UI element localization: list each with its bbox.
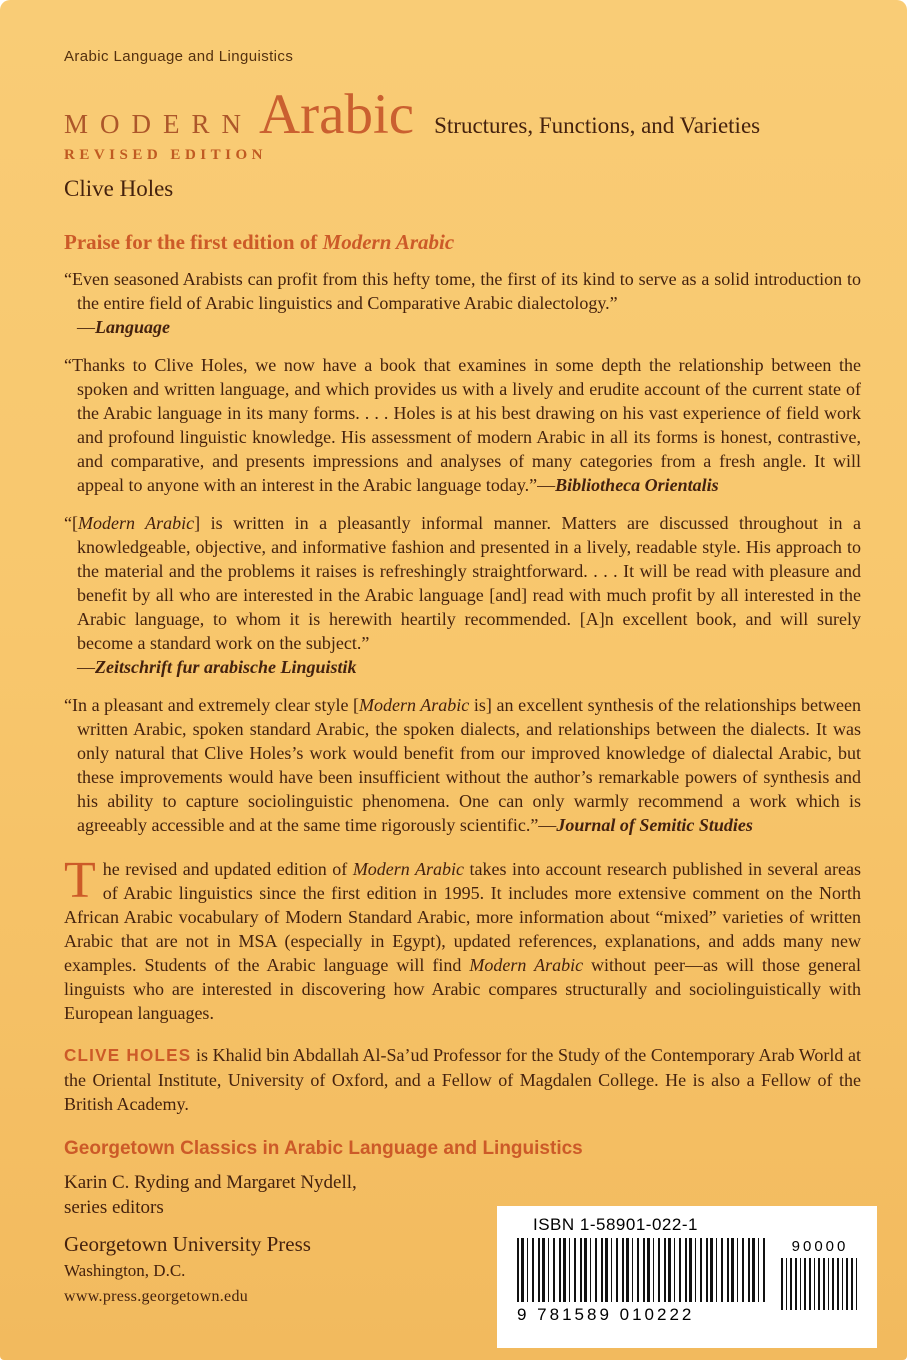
series-label: Arabic Language and Linguistics <box>64 48 294 65</box>
barcode-bars <box>517 1238 767 1302</box>
praise-quote: “Thanks to Clive Holes, we now have a book that examines in some depth the relationship between the spoken and written language, and which provides us with a lively and erudite account of the current state of the Arabic language in its many forms. . . . Holes is at his best drawing on his vast experience of field work and profound linguistic knowledge. His assessment of modern Arabic in all its forms is honest, contrastive, and comparative, and presents impressions and analyses of many categories from a fresh angle. It will appeal to anyone with an interest in the Arabic language today.”—Bibliotheca Orientalis <box>64 355 861 495</box>
supplement-digits: 90000 <box>791 1238 849 1255</box>
isbn-label: ISBN 1-58901-022-1 <box>533 1215 698 1234</box>
barcode-panel <box>497 1206 877 1348</box>
publisher-url: www.press.georgetown.edu <box>64 1288 249 1305</box>
author-bio: CLIVE HOLES is Khalid bin Abdallah Al-Sa’ud Professor for the Study of the Contemporary Arab World at the Oriental Institute, University of Oxford, and a Fellow of Magdalen College. He is also a Fellow of the British Academy. <box>64 1045 861 1114</box>
author-name: Clive Holes <box>64 176 174 201</box>
about-text: he revised and updated edition of Modern Arabic takes into account research published in several areas of Arabic linguistics since the first edition in 1995. It includes more extensive comment on the North African Arabic vocabulary of Modern Standard Arabic, more information about “mixed” varieties of written Arabic that are not in MSA (especially in Egypt), updated references, explanations, and adds many new examples. Students of the Arabic language will find Modern Arabic without peer—as will those general linguists who are interested in discovering how Arabic compares structurally and sociolinguistically with European languages. <box>64 859 861 1023</box>
series-editors-role: series editors <box>64 1197 164 1218</box>
barcode-supplement <box>781 1238 859 1310</box>
publisher-name: Georgetown University Press <box>64 1232 311 1256</box>
series-heading: Georgetown Classics in Arabic Language and Linguistics <box>64 1138 583 1159</box>
title-block <box>64 85 861 145</box>
publisher-city: Washington, D.C. <box>64 1261 186 1280</box>
praise-quote: “In a pleasant and extremely clear style [Modern Arabic is] an excellent synthesis of the relationships between written Arabic, spoken standard Arabic, the spoken dialects, and relationships between the dialects. It was only natural that Clive Holes’s work would benefit from our improved knowledge of dialectal Arabic, but these improvements would have been insufficient without the author’s remarkable powers of synthesis and his ability to capture sociolinguistic phenomena. One can only warmly recommend a work which is agreeably accessible and at the same time rigorously scientific.”—Journal of Semitic Studies <box>64 695 861 835</box>
about-paragraph <box>64 852 861 1025</box>
title-arabic: Arabic <box>259 83 415 146</box>
barcode-main <box>517 1238 767 1325</box>
praise-heading: Praise for the first edition of Modern Arabic <box>64 230 455 254</box>
praise-quote: “[Modern Arabic] is written in a pleasantly informal manner. Matters are discussed throughout in a knowledgeable, objective, and informative fashion and presented in a lively, readable style. His approach to the material and the problems it raises is refreshingly straightforward. . . . It will be read with pleasure and benefit by all who are interested in the Arabic language [and] read with much profit by all interested in the Arabic language, to whom it is herewith heartily recommended. [A]n excellent book, and will surely become a standard work on the subject.” —Zeitschrift fur arabische Linguistik <box>64 513 861 677</box>
drop-cap: T <box>64 852 96 909</box>
title-modern: MODERN <box>64 109 254 139</box>
edition-label: REVISED EDITION <box>64 147 267 163</box>
series-editors-names: Karin C. Ryding and Margaret Nydell, <box>64 1172 357 1193</box>
barcode-digits: 9 781589 010222 <box>517 1305 695 1324</box>
praise-quote: “Even seasoned Arabists can profit from this hefty tome, the first of its kind to serve as a solid introduction to the entire field of Arabic linguistics and Comparative Arabic dialectology.” —Language <box>64 269 861 337</box>
supplement-bars <box>781 1258 859 1310</box>
barcode-row <box>497 1238 877 1325</box>
title-subtitle: Structures, Functions, and Varieties <box>434 113 761 138</box>
